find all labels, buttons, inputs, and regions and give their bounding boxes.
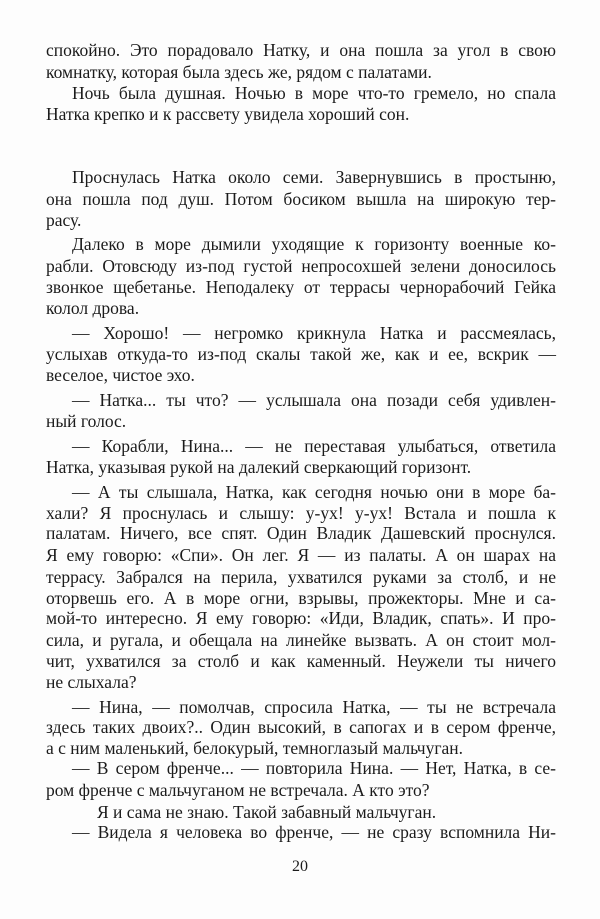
- text-line: Ночь была душная. Ночью в море что-то гремело, но спала: [72, 83, 556, 103]
- text-line: мой-то интересно. Я ему говорю: «Иди, Владик, спать». И про-: [46, 608, 556, 628]
- text-line: а с ним маленький, белокурый, темноглазый мальчуган.: [46, 738, 464, 758]
- text-line: услыхав откуда-то из-под скалы такой же, как и ее, вскрик —: [46, 344, 556, 364]
- text-line: комнатку, которая была здесь же, рядом с палатами.: [46, 62, 432, 82]
- text-line: Далеко в море дымили уходящие к горизонту военные ко-: [72, 234, 556, 254]
- text-line: здесь таких двоих?.. Один высокий, в сапогах и в сером френче,: [46, 717, 556, 737]
- text-line: она пошла под душ. Потом босиком вышла на широкую тер-: [46, 189, 556, 209]
- text-line: колол дрова.: [46, 298, 140, 318]
- text-line: веселое, чистое эхо.: [46, 365, 195, 385]
- text-line: — Натка... ты что? — услышала она позади себя удивлен-: [72, 390, 556, 410]
- text-line: — В сером френче... — повторила Нина. — Нет, Натка, в се-: [72, 758, 556, 778]
- text-line: — А ты слышала, Натка, как сегодня ночью они в море ба-: [72, 482, 556, 502]
- text-line: расу.: [46, 210, 82, 230]
- text-line: оторвешь его. А в море огни, взрывы, прожекторы. Мне и са-: [46, 588, 556, 608]
- text-line: — Нина, — помолчав, спросила Натка, — ты не встречала: [72, 697, 556, 717]
- text-line: спокойно. Это порадовало Натку, и она пошла за угол в свою: [46, 40, 556, 60]
- text-line: — Хорошо! — негромко крикнула Натка и рассмеялась,: [72, 323, 556, 343]
- text-line: Проснулась Натка около семи. Завернувшись в простыню,: [72, 167, 556, 187]
- text-line: сила, и ругала, и обещала на линейке вызвать. А он стоит мол-: [46, 630, 556, 650]
- text-line: — Корабли, Нина... — не переставая улыбаться, ответила: [72, 436, 556, 456]
- text-line: Натка крепко и к рассвету увидела хороший сон.: [46, 104, 410, 124]
- text-line: не слыхала?: [46, 672, 137, 692]
- text-line: Я и сама не знаю. Такой забавный мальчуган.: [97, 802, 437, 822]
- text-line: ный голос.: [46, 411, 127, 431]
- page-number: 20: [292, 858, 308, 875]
- text-line: хали? Я проснулась и слышу: у-ух! у-ух! Встала и пошла к: [46, 503, 556, 523]
- text-line: террасу. Забрался на перила, ухватился руками за столб, и не: [46, 567, 556, 587]
- text-line: Натка, указывая рукой на далекий сверкающий горизонт.: [46, 457, 472, 477]
- text-line: звонкое щебетанье. Неподалеку от террасы чернорабочий Гейка: [46, 277, 556, 297]
- text-line: палатам. Ничего, все спят. Один Владик Дашевский проснулся.: [46, 523, 556, 543]
- text-line: ром френче с мальчуганом не встречала. А кто это?: [46, 780, 430, 800]
- text-line: — Видела я человека во френче, — не сразу вспомнила Ни-: [72, 822, 556, 842]
- text-line: рабли. Отовсюду из-под густой непросохшей зелени доносилось: [46, 256, 556, 276]
- text-line: чит, ухватился за столб и как каменный. Неужели ты ничего: [46, 651, 556, 671]
- text-line: Я ему говорю: «Спи». Он лег. Я — из палаты. А он шарах на: [46, 545, 556, 565]
